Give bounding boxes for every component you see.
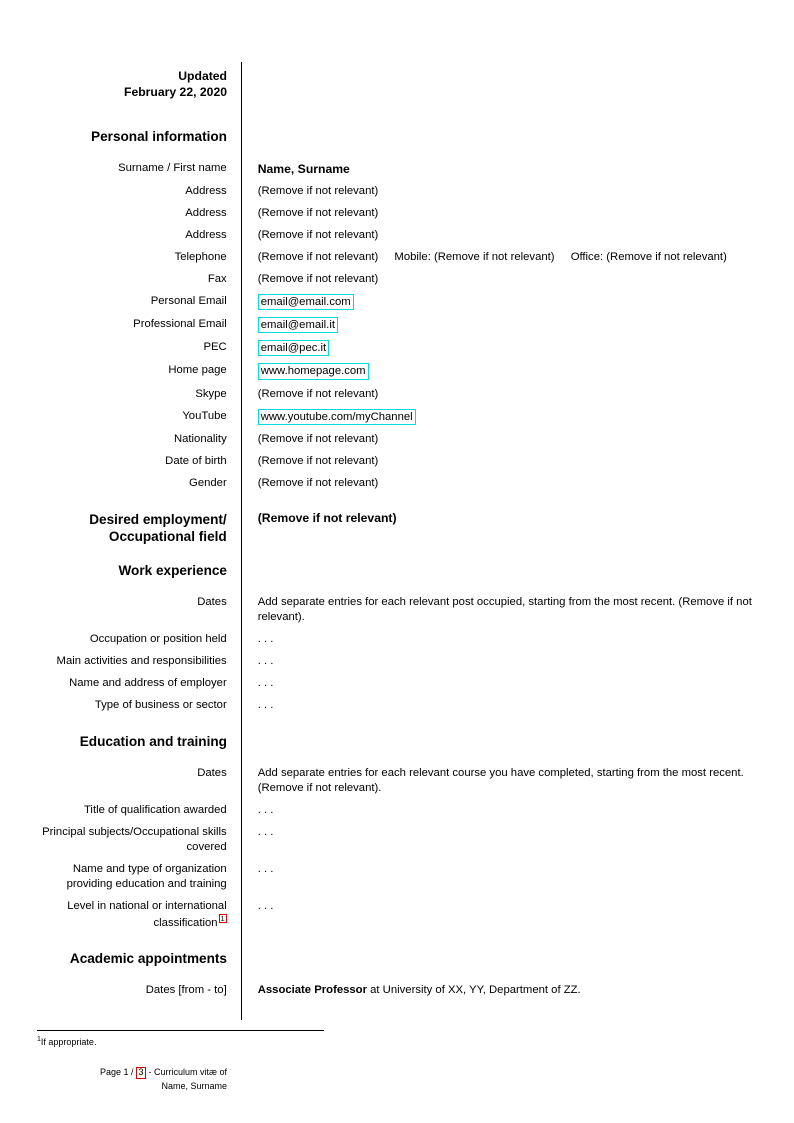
telephone-main: (Remove if not relevant) [257,251,379,264]
desired-heading-line2: Occupational field [108,529,227,545]
field-value [258,363,757,379]
row-address-2 [37,206,757,221]
field-value [258,340,757,356]
field-value [258,409,757,425]
field-value [258,294,757,310]
field-value: . . . [257,676,274,689]
row-principal-subjects [37,825,757,855]
row-youtube [37,409,757,425]
row-education-dates [37,766,757,796]
mobile-value: (Remove if not relevant) [433,251,555,264]
field-value: . . . [257,698,274,711]
footnote-area [37,1030,537,1049]
field-label: Dates [from - to] [145,984,227,997]
position-title: Associate Professor [257,984,367,997]
field-value: (Remove if not relevant) [257,432,379,445]
field-value: . . . [257,862,274,875]
row-employer [37,676,757,691]
field-label: Personal Email [150,295,227,308]
row-business-sector [37,698,757,713]
row-work-dates [37,595,757,625]
name-surname-value: Name, Surname [257,161,350,176]
field-label: Gender [189,476,227,489]
footer-page-prefix: Page 1 / [99,1067,136,1077]
pec-email-link[interactable]: email@pec.it [258,340,329,356]
section-heading: Academic appointments [69,951,227,967]
row-fax [37,272,757,287]
field-label: Fax [207,273,227,286]
row-occupation [37,632,757,647]
field-label: Skype [195,387,227,400]
row-organization [37,862,757,892]
homepage-link[interactable]: www.homepage.com [258,363,369,379]
updated-date-block [37,68,227,100]
row-professional-email [37,317,757,333]
footer-line2: Name, Surname [161,1080,227,1091]
professional-email-link[interactable]: email@email.it [258,317,338,333]
field-value: (Remove if not relevant) [257,207,379,220]
field-label: Home page [168,364,227,377]
row-skype [37,387,757,402]
field-value: . . . [257,825,274,838]
section-education-training [37,733,757,751]
section-heading: Work experience [118,563,227,579]
office-value: (Remove if not relevant) [606,251,727,264]
classification-label-text: Level in national or international classification [67,899,227,929]
field-value: (Remove if not relevant) [257,387,379,400]
field-value: (Remove if not relevant) [257,454,379,467]
mobile-label: Mobile: [394,251,431,264]
section-heading: Education and training [79,733,227,749]
field-label [37,899,227,931]
row-address-1 [37,184,757,199]
field-label: Main activities and responsibilities [56,654,227,667]
updated-label: Updated [178,69,227,83]
section-heading: Personal information [91,129,227,145]
field-label: Telephone [174,251,227,264]
field-value [258,983,757,998]
field-label: Professional Email [133,318,227,331]
field-label: Address [185,185,227,198]
field-label: Nationality [173,432,227,445]
footnote-marker: 1 [37,1036,41,1043]
field-label: Address [185,207,227,220]
field-label: Title of qualification awarded [83,803,227,816]
row-personal-email [37,294,757,310]
page-footer [37,1066,227,1094]
section-desired-employment [37,511,757,546]
field-label: Date of birth [165,454,227,467]
row-address-3 [37,228,757,243]
field-label: Surname / First name [118,161,227,174]
field-value: . . . [257,654,274,667]
personal-email-link[interactable]: email@email.com [258,294,354,310]
row-home-page [37,363,757,379]
field-value: (Remove if not relevant) [257,476,379,489]
field-value: . . . [257,632,274,645]
row-main-activities [37,654,757,669]
field-value: (Remove if not relevant) [257,229,379,242]
field-label: Type of business or sector [94,698,227,711]
position-detail: at University of XX, YY, Department of ZZ. [366,984,581,997]
field-label: Name and address of employer [69,676,227,689]
footnote-text: If appropriate. [40,1037,97,1047]
field-value: (Remove if not relevant) [257,273,379,286]
field-label: Occupation or position held [89,632,227,645]
field-value [258,317,757,333]
telephone-value [258,250,757,265]
field-value: . . . [257,899,274,912]
row-pec [37,340,757,356]
section-heading [37,511,227,546]
footer-line1 [37,1066,227,1080]
section-work-experience [37,562,757,580]
field-label: Name and type of organization providing education and training [66,862,227,890]
field-label: Principal subjects/Occupational skills covered [42,825,227,853]
total-pages-link[interactable]: 3 [136,1067,146,1079]
field-label: Dates [197,766,227,779]
section-academic-appointments [37,950,757,968]
desired-heading-line1: Desired employment/ [89,511,227,527]
row-surname-firstname [37,161,757,177]
footnote-rule [37,1030,324,1031]
row-telephone [37,250,757,265]
updated-date: February 22, 2020 [124,85,227,100]
field-label: Address [185,229,227,242]
row-academic-dates [37,983,757,998]
footnote-reference-link[interactable]: 1 [220,913,225,923]
office-label: Office: [570,251,604,264]
field-value: Add separate entries for each relevant course you have completed, starting from the most recent. (Remove if not relevant). [257,766,744,794]
row-gender [37,476,757,491]
section-personal-information [37,128,757,146]
field-value: . . . [257,803,274,816]
field-label: Dates [197,595,227,608]
field-value: Add separate entries for each relevant post occupied, starting from the most recent. (Remove if not relevant). [257,595,752,623]
row-date-of-birth [37,454,757,469]
field-value: (Remove if not relevant) [257,185,379,198]
footer-page-suffix: - Curriculum vitæ of [145,1067,227,1077]
row-qualification-title [37,803,757,818]
row-nationality [37,432,757,447]
row-classification-level [37,899,757,931]
field-label: PEC [203,341,227,354]
desired-employment-value: (Remove if not relevant) [257,510,397,525]
cv-content [37,68,757,1005]
field-label: YouTube [182,409,227,422]
youtube-link[interactable]: www.youtube.com/myChannel [258,409,416,425]
footnote-text-line [37,1035,537,1049]
